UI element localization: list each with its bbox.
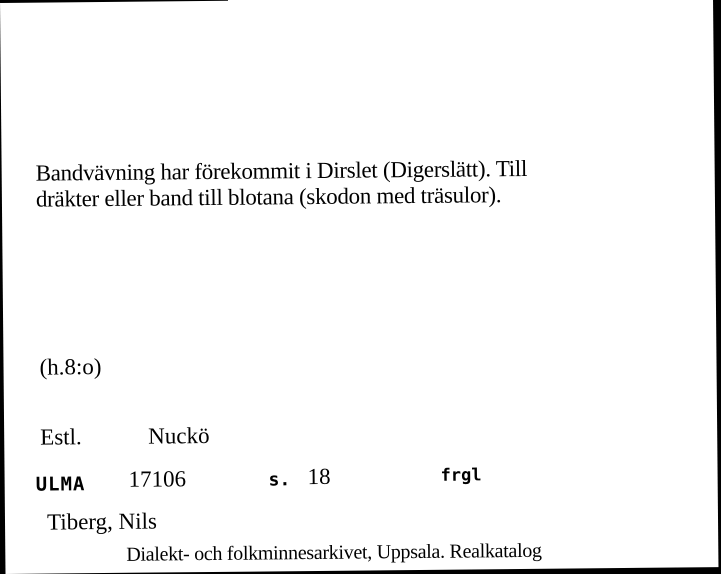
region-label: Estl. — [40, 424, 82, 450]
format-note: (h.8:o) — [39, 354, 102, 380]
card-text-line-1: Bandvävning har förekommit i Dirslet (Digerslätt). Till — [35, 155, 528, 186]
page-label: s. — [268, 469, 291, 491]
archive-code: ULMA — [35, 473, 86, 496]
record-number: 17106 — [128, 466, 187, 492]
parish-label: Nuckö — [148, 423, 210, 449]
recorder-name: Tiberg, Nils — [46, 508, 158, 535]
page-number: 18 — [307, 463, 331, 490]
category-code: frgl — [440, 465, 482, 486]
card-top-edge — [0, 0, 228, 3]
archive-footer: Dialekt- och folkminnesarkivet, Uppsala. Realkatalog — [126, 539, 542, 566]
card-text-line-2: dräkter eller band till blotana (skodon med träsulor). — [35, 182, 502, 212]
card-body-text — [36, 154, 696, 212]
